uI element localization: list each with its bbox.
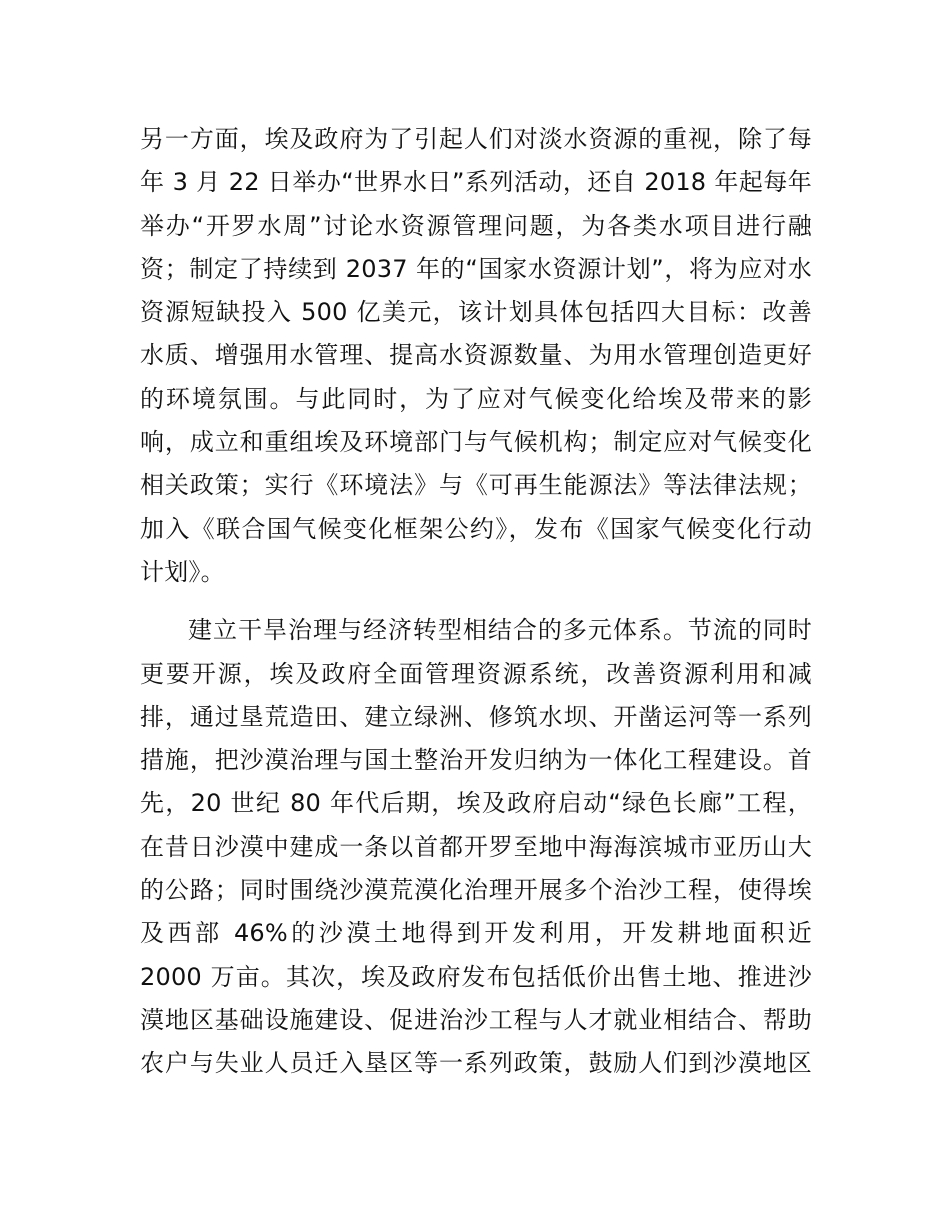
document-page [140,118,812,1086]
text-line: 的公路；同时围绕沙漠荒漠化治理开展多个治沙工程，使得埃 [140,876,812,905]
text-line: 资；制定了持续到 2037 年的“国家水资源计划”，将为应对水 [140,254,812,283]
text-line: 措施，把沙漠治理与国土整治开发归纳为一体化工程建设。首 [140,746,812,775]
text-line: 加入《联合国气候变化框架公约》，发布《国家气候变化行动 [140,514,812,543]
text-line: 资源短缺投入 500 亿美元，该计划具体包括四大目标：改善 [140,298,812,327]
text-line: 更要开源，埃及政府全面管理资源系统，改善资源利用和减 [140,659,812,688]
text-line: 漠地区基础设施建设、促进治沙工程与人才就业相结合、帮助 [140,1005,812,1034]
text-line: 2000 万亩。其次，埃及政府发布包括低价出售土地、推进沙 [140,962,812,991]
text-line: 响，成立和重组埃及环境部门与气候机构；制定应对气候变化 [140,428,812,457]
paragraph-water-resources [140,118,812,594]
text-line: 年 3 月 22 日举办“世界水日”系列活动，还自 2018 年起每年 [140,168,812,197]
text-line: 农户与失业人员迁入垦区等一系列政策，鼓励人们到沙漠地区 [140,1049,812,1078]
text-line: 举办“开罗水周”讨论水资源管理问题，为各类水项目进行融 [140,211,812,240]
text-line: 另一方面，埃及政府为了引起人们对淡水资源的重视，除了每 [140,125,812,153]
paragraph-spacer [140,594,812,609]
text-line: 及西部 46%的沙漠土地得到开发利用，开发耕地面积近 [140,919,812,948]
text-line: 先，20 世纪 80 年代后期，埃及政府启动“绿色长廊”工程， [140,789,812,818]
text-line: 在昔日沙漠中建成一条以首都开罗至地中海海滨城市亚历山大 [140,832,812,861]
text-line: 建立干旱治理与经济转型相结合的多元体系。节流的同时 [188,616,812,645]
text-line: 相关政策；实行《环境法》与《可再生能源法》等法律法规； [140,471,812,500]
paragraph-drought-governance [140,609,812,1085]
text-line: 排，通过垦荒造田、建立绿洲、修筑水坝、开凿运河等一系列 [140,702,812,731]
text-line: 计划》。 [140,557,225,586]
text-line: 的环境氛围。与此同时，为了应对气候变化给埃及带来的影 [140,384,812,413]
text-line: 水质、增强用水管理、提高水资源数量、为用水管理创造更好 [140,341,812,370]
